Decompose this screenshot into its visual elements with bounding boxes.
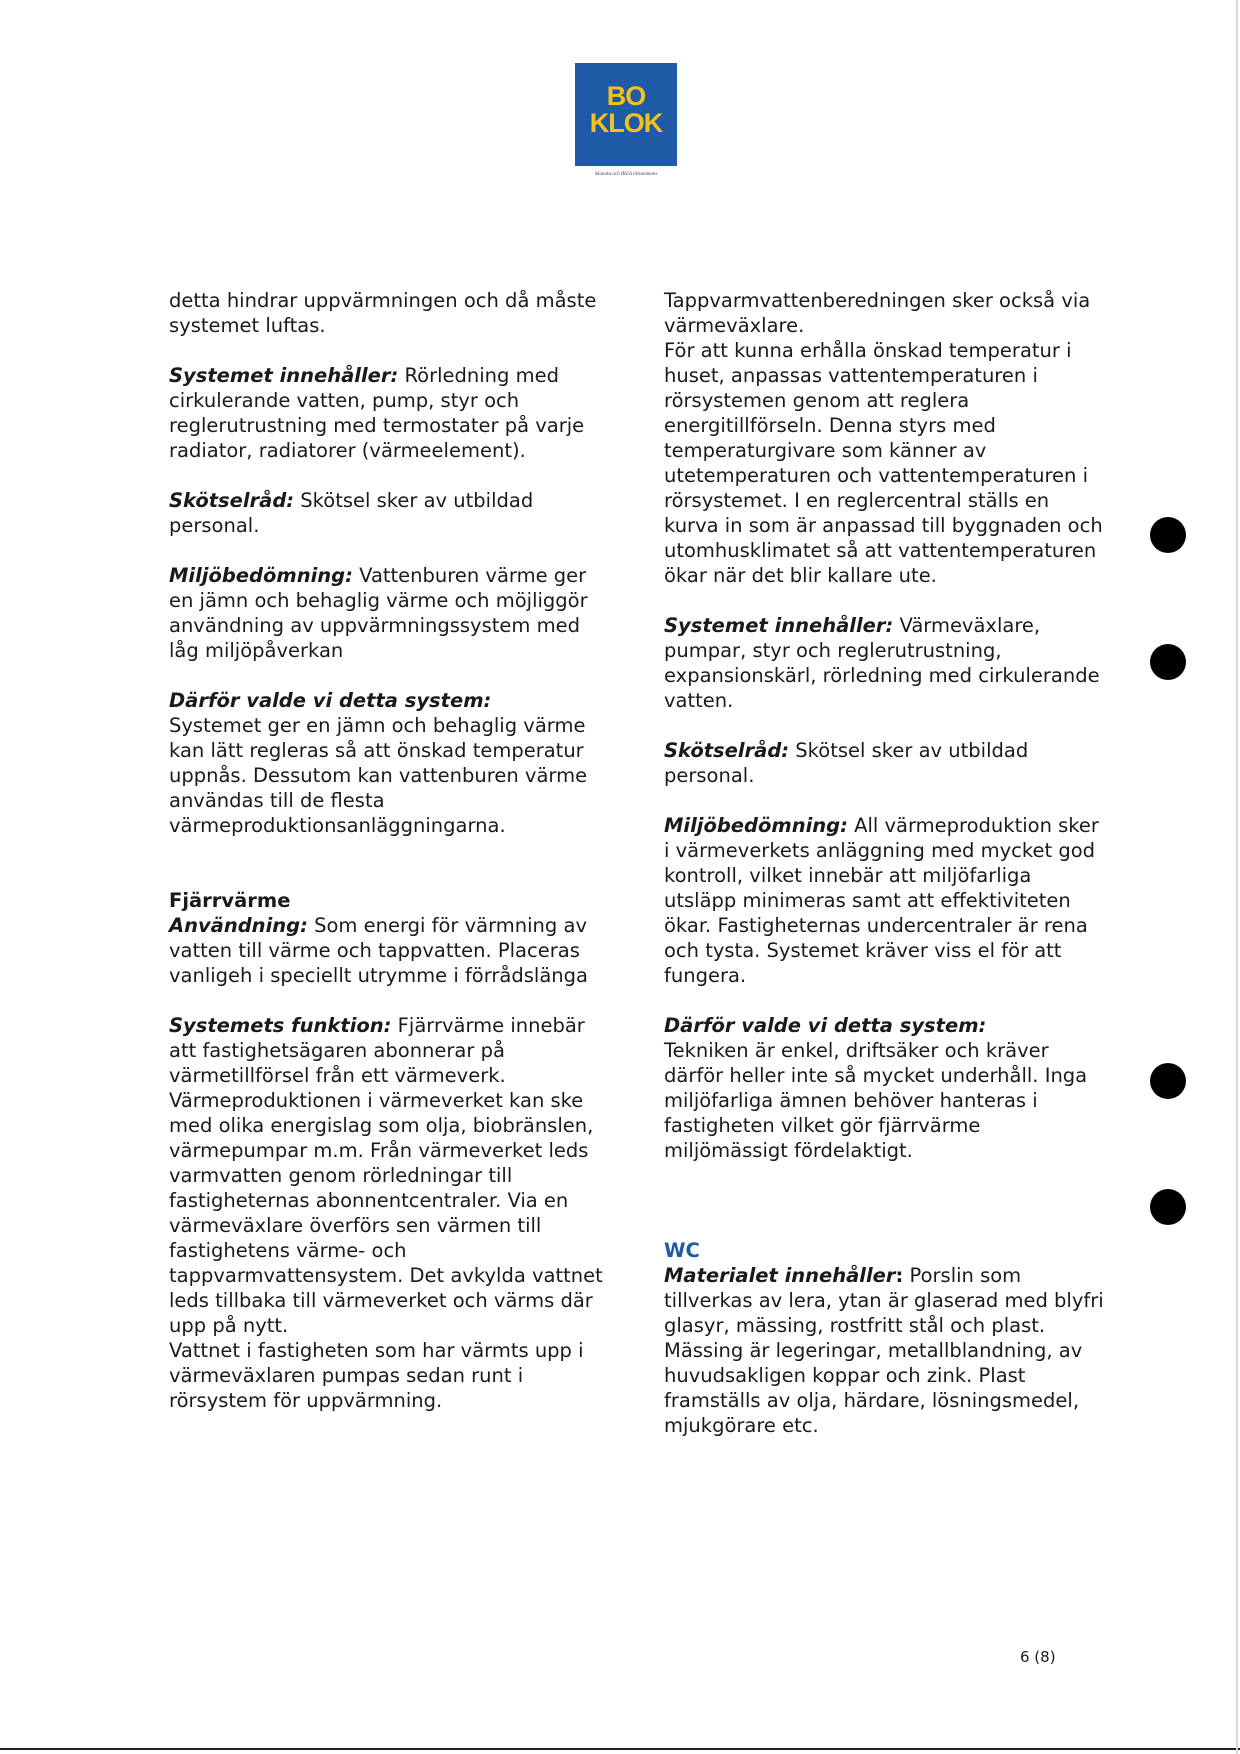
why-text: Systemet ger en jämn och behaglig värme kan lätt regleras så att önskad temperatur uppnås. Dessutom kan vattenburen värme användas till de flesta värmeproduktionsanläggningarna. <box>169 714 588 837</box>
right-environment-label: Miljöbedömning: <box>664 814 848 837</box>
system-contains-text: Rörledning med cirkulerande vatten, pump, styr och reglerutrustning med termostater på varje radiator, radiatorer (värmeelement). <box>169 364 585 462</box>
environment-label: Miljöbedömning: <box>169 564 353 587</box>
care-text: Skötsel sker av utbildad personal. <box>169 489 534 537</box>
intro-text: detta hindrar uppvärmningen och då måste systemet luftas. <box>169 289 597 337</box>
binder-hole-2 <box>1150 644 1186 680</box>
material-label: Materialet innehåller <box>664 1264 896 1287</box>
usage-text: Som energi för värmning av vatten till värme och tappvatten. Placeras vanligeh i speciellt utrymme i förrådslänga <box>169 914 588 987</box>
right-why-text: Tekniken är enkel, driftsäker och kräver därför heller inte så mycket underhåll. Inga miljöfarliga ämnen behöver hanteras i fastigheten vilket gör fjärrvärme miljömässigt fördelaktigt. <box>664 1039 1088 1162</box>
right-system-contains-label: Systemet innehåller: <box>664 614 894 637</box>
function-label: Systemets funktion: <box>169 1014 392 1037</box>
binder-hole-1 <box>1150 517 1186 553</box>
right-why-label: Därför valde vi detta system: <box>664 1014 987 1037</box>
left-column <box>169 288 609 1438</box>
right-care-label: Skötselråd: <box>664 739 790 762</box>
why-paragraph <box>169 688 609 838</box>
bottom-edge <box>0 1748 1240 1750</box>
function-text: Fjärrvärme innebär att fastighetsägaren abonnerar på värmetillförsel från ett värmeverk. Värmeproduktionen i värmeverket kan ske med olika energislag som olja, biobränslen, värmepumpar m.m. Från värmeverket leds varmvatten genom rörledningar till fastigheternas abonnentcentraler. Via en värmeväxlare överförs sen värmen till fastighetens värme- och tappvarmvattensystem. Det avkylda vattnet leds tillbaka till värmeverket och värms där upp på nytt. <box>169 1014 603 1337</box>
system-contains-label: Systemet innehåller: <box>169 364 399 387</box>
right-why-paragraph <box>664 1013 1104 1163</box>
wc-heading: WC <box>664 1239 700 1262</box>
right-care-paragraph <box>664 738 1104 788</box>
care-label: Skötselråd: <box>169 489 295 512</box>
logo-tagline: Skanska och IKEA tillsammans <box>594 172 658 177</box>
right-column <box>664 288 1104 1463</box>
usage-label: Användning: <box>169 914 308 937</box>
binder-hole-4 <box>1150 1189 1186 1225</box>
wc-section <box>664 1238 1104 1438</box>
material-text: Porslin som tillverkas av lera, ytan är glaserad med blyfri glasyr, mässing, rostfritt stål och plast. Mässing är legeringar, metallblandning, av huvudsakligen koppar och zink. Plast framställs av olja, härdare, lösningsmedel, mjukgörare etc. <box>664 1264 1104 1437</box>
boklok-logo <box>575 63 677 166</box>
system-contains-paragraph <box>169 363 609 463</box>
right-system-contains-text: Värmeväxlare, pumpar, styr och reglerutrustning, expansionskärl, rörledning med cirkulerande vatten. <box>664 614 1100 712</box>
fjarrvarme-section <box>169 888 609 988</box>
right-system-contains-paragraph <box>664 613 1104 713</box>
function-text-2: Vattnet i fastigheten som har värmts upp i värmeväxlaren pumpas sedan runt i rörsystem för uppvärmning. <box>169 1339 584 1412</box>
right-intro-paragraph <box>664 288 1104 588</box>
right-intro-text-1: Tappvarmvattenberedningen sker också via värmeväxlare. <box>664 289 1091 337</box>
right-edge <box>1236 0 1238 1754</box>
right-intro-text-2: För att kunna erhålla önskad temperatur i huset, anpassas vattentemperaturen i rörsystemen genom att reglera energitillförseln. Denna styrs med temperaturgivare som känner av utetemperaturen och vattentemperaturen i rörsystemet. I en reglercentral ställs en kurva in som är anpassad till byggnaden och utomhusklimatet så att vattentemperaturen ökar när det blir kallare ute. <box>664 339 1103 587</box>
binder-hole-3 <box>1150 1063 1186 1099</box>
logo-line-2: KLOK <box>589 108 663 138</box>
function-paragraph <box>169 1013 609 1413</box>
care-paragraph <box>169 488 609 538</box>
intro-paragraph <box>169 288 609 338</box>
logo-line-1: BO <box>606 81 646 111</box>
why-label: Därför valde vi detta system: <box>169 689 492 712</box>
environment-paragraph <box>169 563 609 663</box>
material-colon: : <box>895 1264 904 1287</box>
fjarrvarme-heading: Fjärrvärme <box>169 889 291 912</box>
page-number: 6 (8) <box>1020 1648 1056 1666</box>
environment-text: Vattenburen värme ger en jämn och behaglig värme och möjliggör användning av uppvärmningssystem med låg miljöpåverkan <box>169 564 588 662</box>
right-care-text: Skötsel sker av utbildad personal. <box>664 739 1029 787</box>
right-environment-paragraph <box>664 813 1104 988</box>
right-environment-text: All värmeproduktion sker i värmeverkets anläggning med mycket god kontroll, vilket innebär att miljöfarliga utsläpp minimeras samt att effektiviteten ökar. Fastigheternas undercentraler är rena och tysta. Systemet kräver viss el för att fungera. <box>664 814 1099 987</box>
